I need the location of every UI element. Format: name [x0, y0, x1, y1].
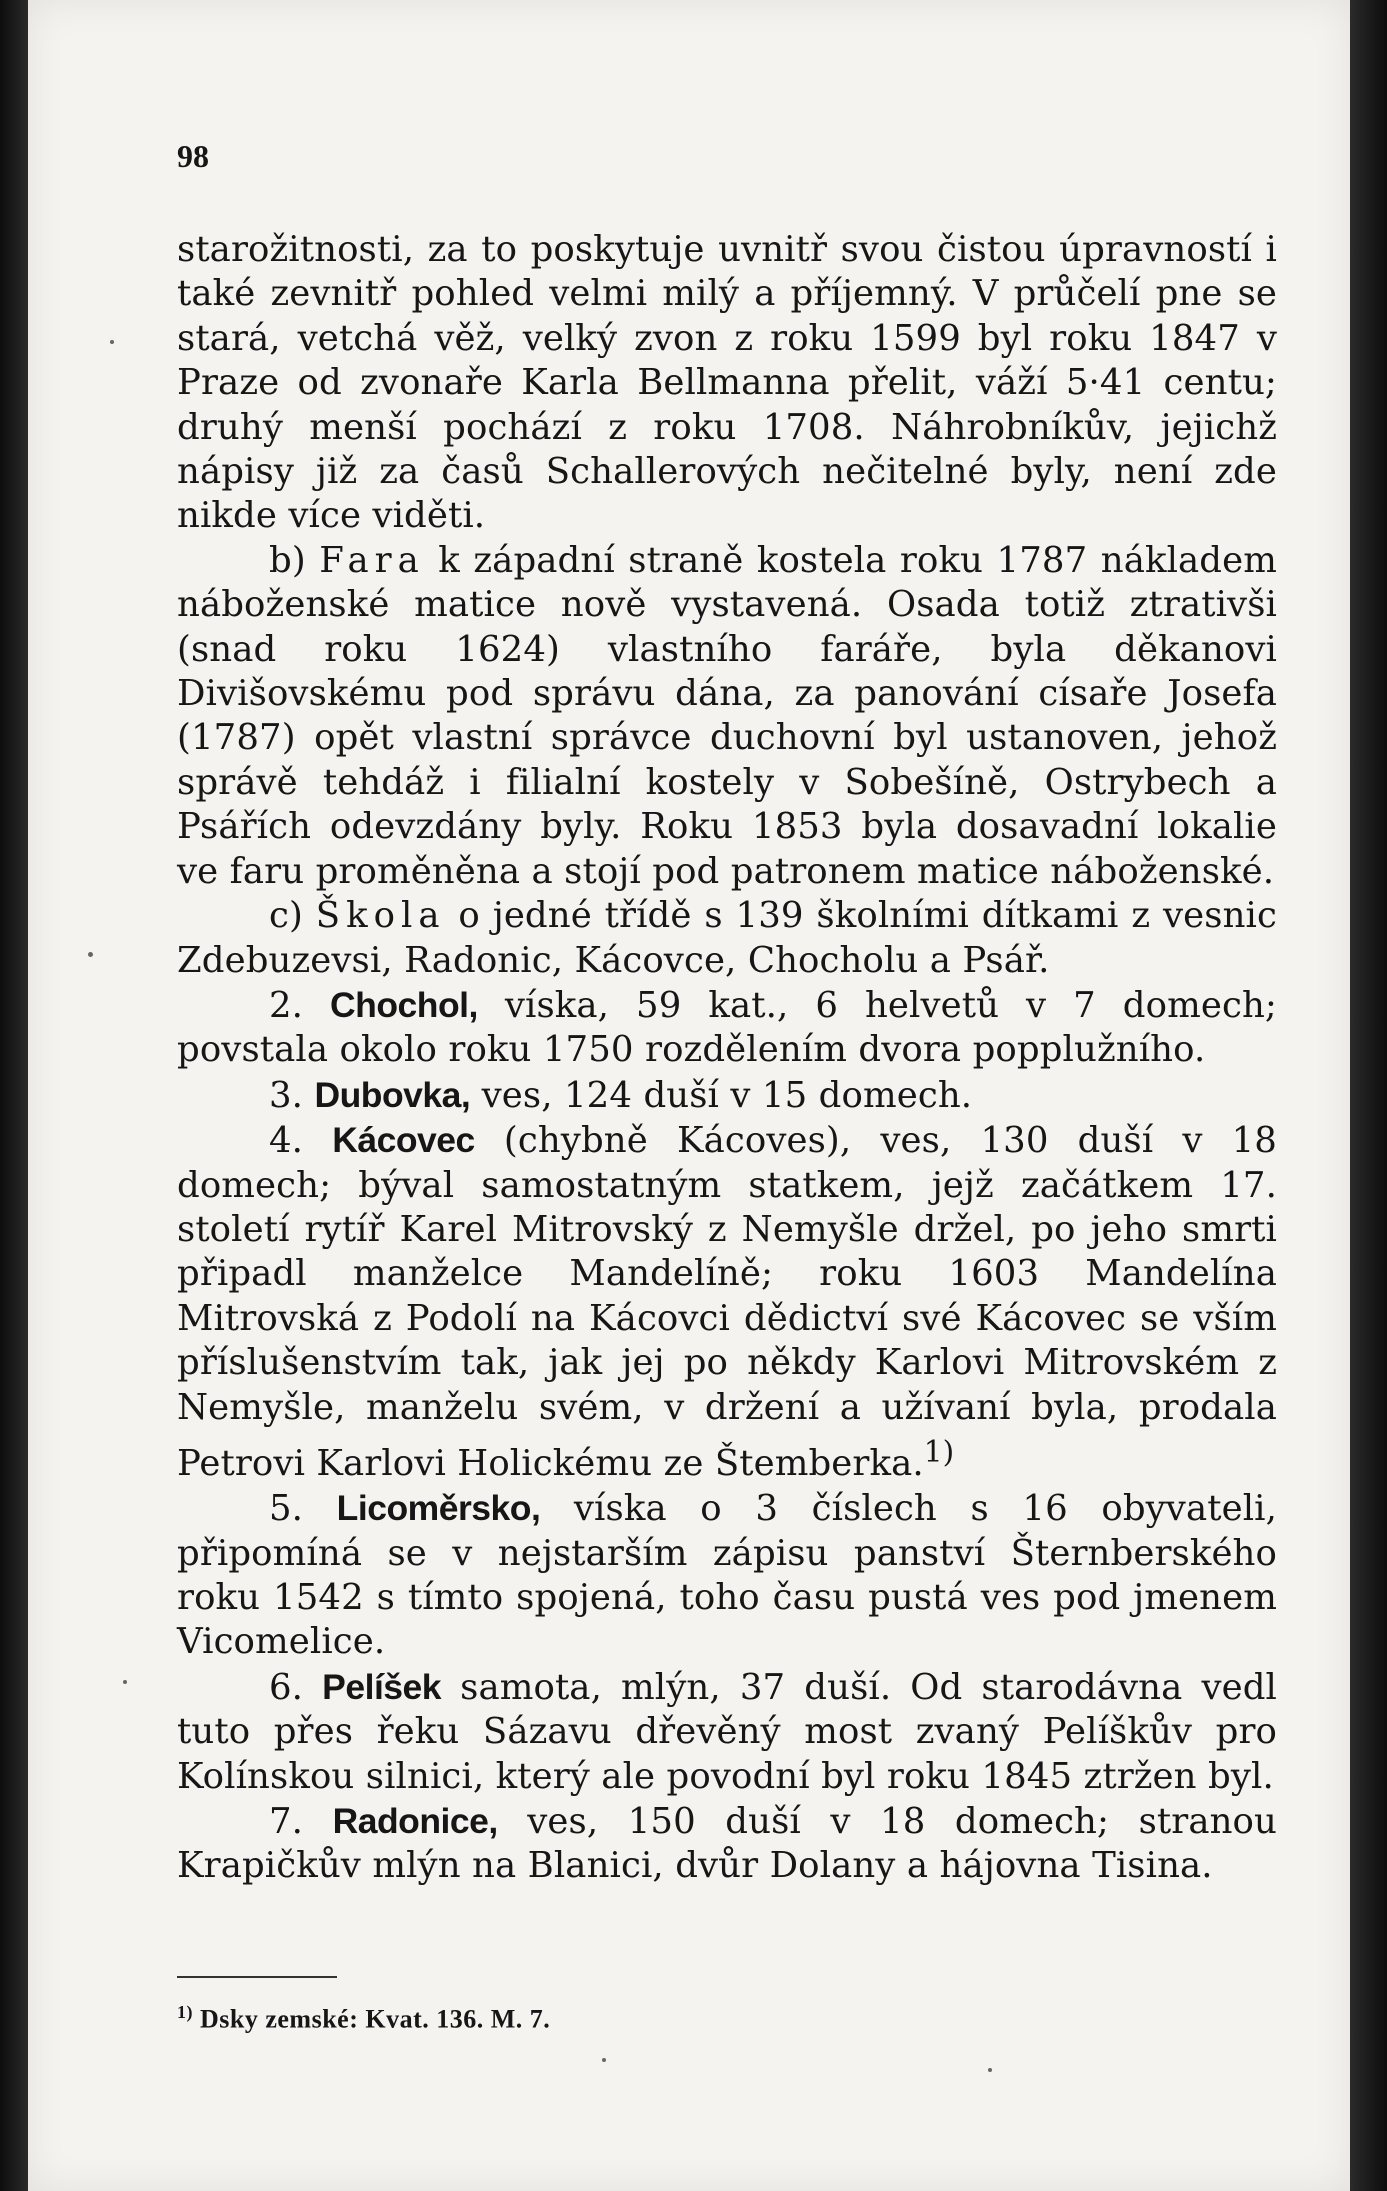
paper-speck: [110, 340, 114, 344]
paragraph-text: ves, 124 duší v 15 domech.: [470, 1074, 973, 1116]
paragraph-heading: Radonice,: [332, 1801, 498, 1842]
paragraph-licomersko: [177, 1486, 1277, 1665]
paper-speck: [602, 2058, 606, 2062]
book-page: [28, 0, 1350, 2191]
book-binding-shadow: [0, 0, 28, 2191]
paper-speck: [123, 1680, 127, 1684]
paragraph-radonice: [177, 1799, 1277, 1889]
paragraph-intro: [177, 228, 1277, 539]
page-edge-shadow: [1350, 0, 1387, 2191]
paragraph-text: (chybně Kácoves), ves, 130 duší v 18 domech; býval samostatným statkem, jejž začátkem 17. století rytíř Karel Mitrovský z Nemyšle držel, po jeho smrti připadl manželce Mandelíně; roku 1603 Mandelína Mitrovská z Podolí na Kácovci dědictví své Kácovec se vším příslušenstvím tak, jak jej po někdy Karlovi Mitrovském z Nemyšle, manželu svém, v držení a užívaní byla, prodala Petrovi Karlovi Holickému ze Štemberka.: [177, 1120, 1277, 1484]
paragraph-lead: c): [269, 895, 303, 937]
footnote-text: Dsky zemské: Kvat. 136. M. 7.: [193, 2004, 551, 2034]
footnote-reference: 1): [923, 1434, 955, 1469]
paragraph-heading: Chochol,: [330, 984, 478, 1025]
paragraph-lead: 4.: [269, 1120, 304, 1162]
paragraph-text: o jedné třídě s 139 školními dítkami z vesnic Zdebuzevsi, Radonic, Kácovce, Chocholu a Psář.: [177, 895, 1277, 981]
paragraph-dubovka: [177, 1073, 1277, 1118]
paragraph-fara: [177, 539, 1277, 894]
paragraph-chochol: [177, 983, 1277, 1073]
paragraph-text: starožitnosti, za to poskytuje uvnitř svou čistou úpravností i také zevnitř pohled velmi milý a příjemný. V průčelí pne se stará, vetchá věž, velký zvon z roku 1599 byl roku 1847 v Praze od zvonaře Karla Bellmanna přelit, váží 5·41 centu; druhý menší pochází z roku 1708. Náhrobníkův, jejichž nápisy již za časů Schallerových nečitelné byly, není zde nikde více viděti.: [177, 229, 1277, 537]
paragraph-lead: 6.: [269, 1666, 304, 1708]
paper-speck: [988, 2068, 992, 2072]
footnote-mark: 1): [177, 2002, 193, 2022]
paragraph-heading: Škola: [315, 895, 446, 937]
paragraph-text: ves, 150 duší v 18 domech; stranou Krapičkův mlýn na Blanici, dvůr Dolany a hájovna Tisina.: [177, 1801, 1277, 1887]
paragraph-lead: 3.: [269, 1074, 304, 1116]
paper-speck: [88, 952, 93, 957]
paragraph-heading: Licoměrsko,: [336, 1488, 541, 1529]
page-number: 98: [177, 138, 209, 174]
paragraph-heading: Kácovec: [332, 1120, 475, 1161]
paragraph-heading: Dubovka,: [314, 1074, 471, 1115]
paragraph-kacovec: [177, 1118, 1277, 1486]
paragraph-lead: 2.: [269, 984, 304, 1026]
paragraph-lead: 7.: [269, 1801, 304, 1843]
footnote-divider: [177, 1976, 337, 1978]
paragraph-pelisek: [177, 1665, 1277, 1799]
paragraph-text: víska o 3 číslech s 16 obyvateli, připomíná se v nejstarším zápisu panství Šternberského roku 1542 s tímto spojená, toho času pustá ves pod jmenem Vicomelice.: [177, 1488, 1277, 1663]
paragraph-skola: [177, 894, 1277, 983]
footnote: [177, 2002, 550, 2035]
page-body: [177, 228, 1277, 1889]
paragraph-lead: b): [269, 539, 306, 581]
paragraph-text: k západní straně kostela roku 1787 nákladem náboženské matice nově vystavená. Osada totiž ztrativši (snad roku 1624) vlastního faráře, byla děkanovi Divišovskému pod správu dána, za panování císaře Josefa (1787) opět vlastní správce duchovní byl ustanoven, jehož správě tehdáž i filialní kostely v Sobešíně, Ostrybech a Psářích odevzdány byly. Roku 1853 byla dosavadní lokalie ve faru proměněna a stojí pod patronem matice náboženské.: [177, 539, 1277, 892]
paragraph-text: samota, mlýn, 37 duší. Od starodávna vedl tuto přes řeku Sázavu dřevěný most zvaný Pelíškův pro Kolínskou silnici, který ale povodní byl roku 1845 ztržen byl.: [177, 1666, 1277, 1797]
paragraph-heading: Fara: [319, 539, 425, 581]
paragraph-heading: Pelíšek: [322, 1666, 442, 1707]
paragraph-lead: 5.: [269, 1488, 304, 1530]
paragraph-text: víska, 59 kat., 6 helvetů v 7 domech; povstala okolo roku 1750 rozdělením dvora popplužního.: [177, 984, 1277, 1071]
